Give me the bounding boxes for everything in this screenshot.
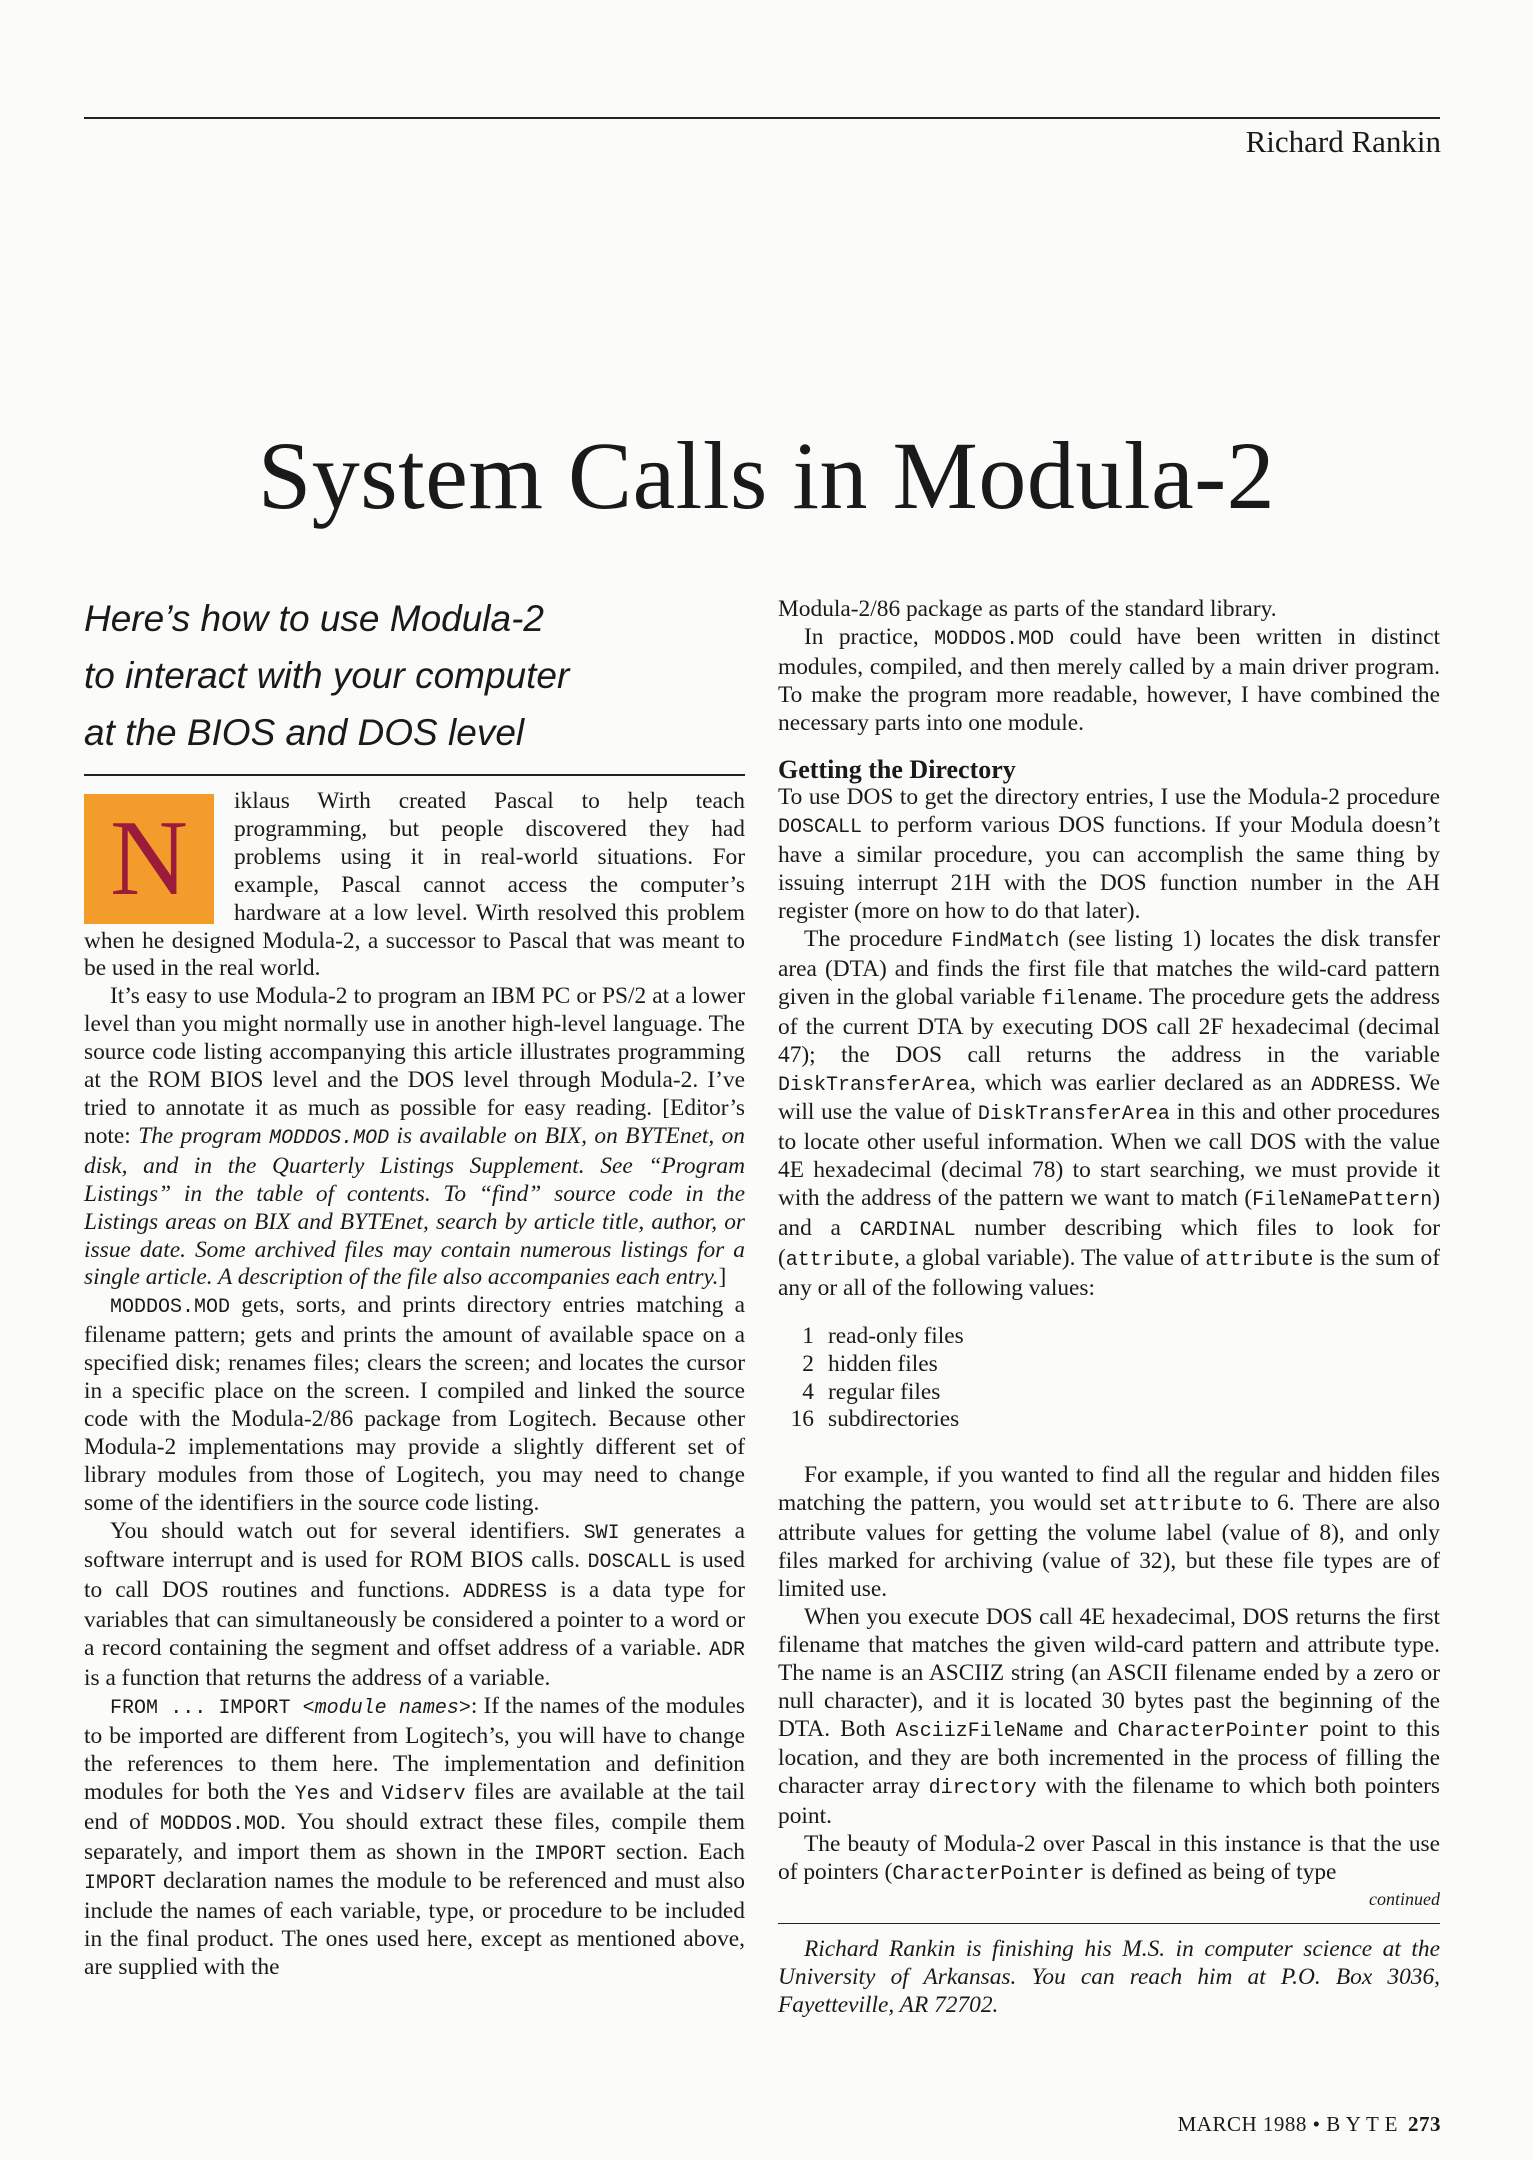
paragraph: To use DOS to get the directory entries, I use the Modula-2 procedure DOSCALL to perform various DOS functions. If your Modula doesn’t have a similar procedure, you can accomplish the same thing by issuing interrupt 21H with the DOS function number in the AH register (more on how to do that later). [778,784,1440,925]
header-rule [84,117,1440,119]
left-column [84,788,745,1982]
right-column [778,596,1440,2020]
list-item: 16 subdirectories [790,1406,960,1433]
attribute-list [778,1323,1440,1435]
list-item: 2 hidden files [802,1350,938,1377]
list-item: 1 read-only files [802,1322,964,1349]
paragraph: iklaus Wirth created Pascal to help teach programming, but people discovered they had problems using it in real-world situations. For example, Pascal cannot access the computer’s hardware at a low level. Wirth resolved this problem when he designed Modula-2, a successor to Pascal that was meant to be used in the real world. [84,788,745,982]
page-number: 273 [1408,2112,1441,2136]
deck-line: to interact with your computer [84,655,570,696]
deck-line: at the BIOS and DOS level [84,712,525,753]
paragraph: In practice, MODDOS.MOD could have been written in distinct modules, compiled, and then merely called by a main driver program. To make the program more readable, however, I have combined the necessary parts into one module. [778,623,1440,736]
paragraph: When you execute DOS call 4E hexadecimal, DOS returns the first filename that matches the given wild-card pattern and attribute type. The name is an ASCIIZ string (an ASCII filename ended by a zero or null character), and it is located 30 bytes past the beginning of the DTA. Both AsciizFileName and CharacterPointer point to this location, and they are both incremented in the process of filling the character array directory with the filename to which both pointers point. [778,1603,1441,1830]
page-footer [1178,2112,1441,2137]
paragraph: FROM ... IMPORT <module names>: If the names of the modules to be imported are different from Logitech’s, you will have to change the references to them here. The implementation and definition modules for both the Yes and Vidserv files are available at the tail end of MODDOS.MOD. You should extract these files, compile them separately, and import them as shown in the IMPORT section. Each IMPORT declaration names the module to be referenced and must also include the names of each variable, type, or procedure to be included in the final product. The ones used here, except as mentioned above, are supplied with the [84,1693,746,1981]
paragraph: MODDOS.MOD gets, sorts, and prints directory entries matching a filename pattern; gets and prints the amount of available space on a specified disk; renames files; clears the screen; and locates the cursor in a specific place on the screen. I compiled and linked the source code with the Modula-2/86 package from Logitech. Because other Modula-2 implementations may provide a slightly different set of library modules from those of Logitech, you may need to change some of the identifiers in the source code listing. [84,1292,745,1516]
continued-label: continued [1369,1888,1440,1909]
paragraph: You should watch out for several identifiers. SWI generates a software interrupt and is used for ROM BIOS calls. DOSCALL is used to call DOS routines and functions. ADDRESS is a data type for variables that can simultaneously be considered a pointer to a word or a record containing the segment and offset address of a variable. ADR is a function that returns the address of a variable. [84,1517,745,1692]
article-deck [84,590,744,761]
paragraph: For example, if you wanted to find all the regular and hidden files matching the pattern, you would set attribute to 6. There are also attribute values for getting the volume label (value of 8), and only files marked for archiving (value of 32), but these file types are of limited use. [778,1462,1440,1602]
bio-rule [778,1923,1440,1924]
paragraph: The beauty of Modula-2 over Pascal in this instance is that the use of pointers (CharacterPointer is defined as being of type [778,1831,1440,1887]
article-title: System Calls in Modula-2 [257,422,1276,529]
author-bio: Richard Rankin is finishing his M.S. in computer science at the University of Arkansas. You can reach him at P.O. Box 3036, Fayetteville, AR 72702. [778,1935,1440,2018]
drop-cap: N [84,794,214,924]
paragraph: It’s easy to use Modula-2 to program an IBM PC or PS/2 at a lower level than you might normally use in another high-level language. The source code listing accompanying this article illustrates programming at the ROM BIOS level and the DOS level through Modula-2. I’ve tried to annotate it as much as possible for easy reading. [Editor’s note: The program MODDOS.MOD is available on BIX, on BYTEnet, on disk, and in the Quarterly Listings Supplement. See “Program Listings” in the table of contents. To “find” source code in the Listings areas on BIX and BYTEnet, search by article title, author, or issue date. Some archived files may contain numerous listings for a single article. A description of the file also accompanies each entry.] [84,983,745,1291]
list-item: 4 regular files [802,1378,941,1405]
section-heading: Getting the Directory [778,754,1016,784]
paragraph: Modula-2/86 package as parts of the standard library. [778,596,1277,622]
author-byline: Richard Rankin [1245,124,1441,159]
issue-line: MARCH 1988 • B Y T E [1177,2112,1398,2136]
paragraph: The procedure FindMatch (see listing 1) locates the disk transfer area (DTA) and finds the first file that matches the wild-card pattern given in the global variable filename. The procedure gets the address of the current DTA by executing DOS call 2F hexadecimal (decimal 47); the DOS call returns the address in the variable DiskTransferArea, which was earlier declared as an ADDRESS. We will use the value of DiskTransferArea in this and other procedures to locate other useful information. When we call DOS with the value 4E hexadecimal (decimal 78) to start searching, we must provide it with the address of the pattern we want to match (FileNamePattern) and a CARDINAL number describing which files to look for (attribute, a global variable). The value of attribute is the sum of any or all of the following values: [778,925,1441,1301]
deck-line: Here’s how to use Modula-2 [84,598,545,639]
deck-rule [84,774,745,776]
